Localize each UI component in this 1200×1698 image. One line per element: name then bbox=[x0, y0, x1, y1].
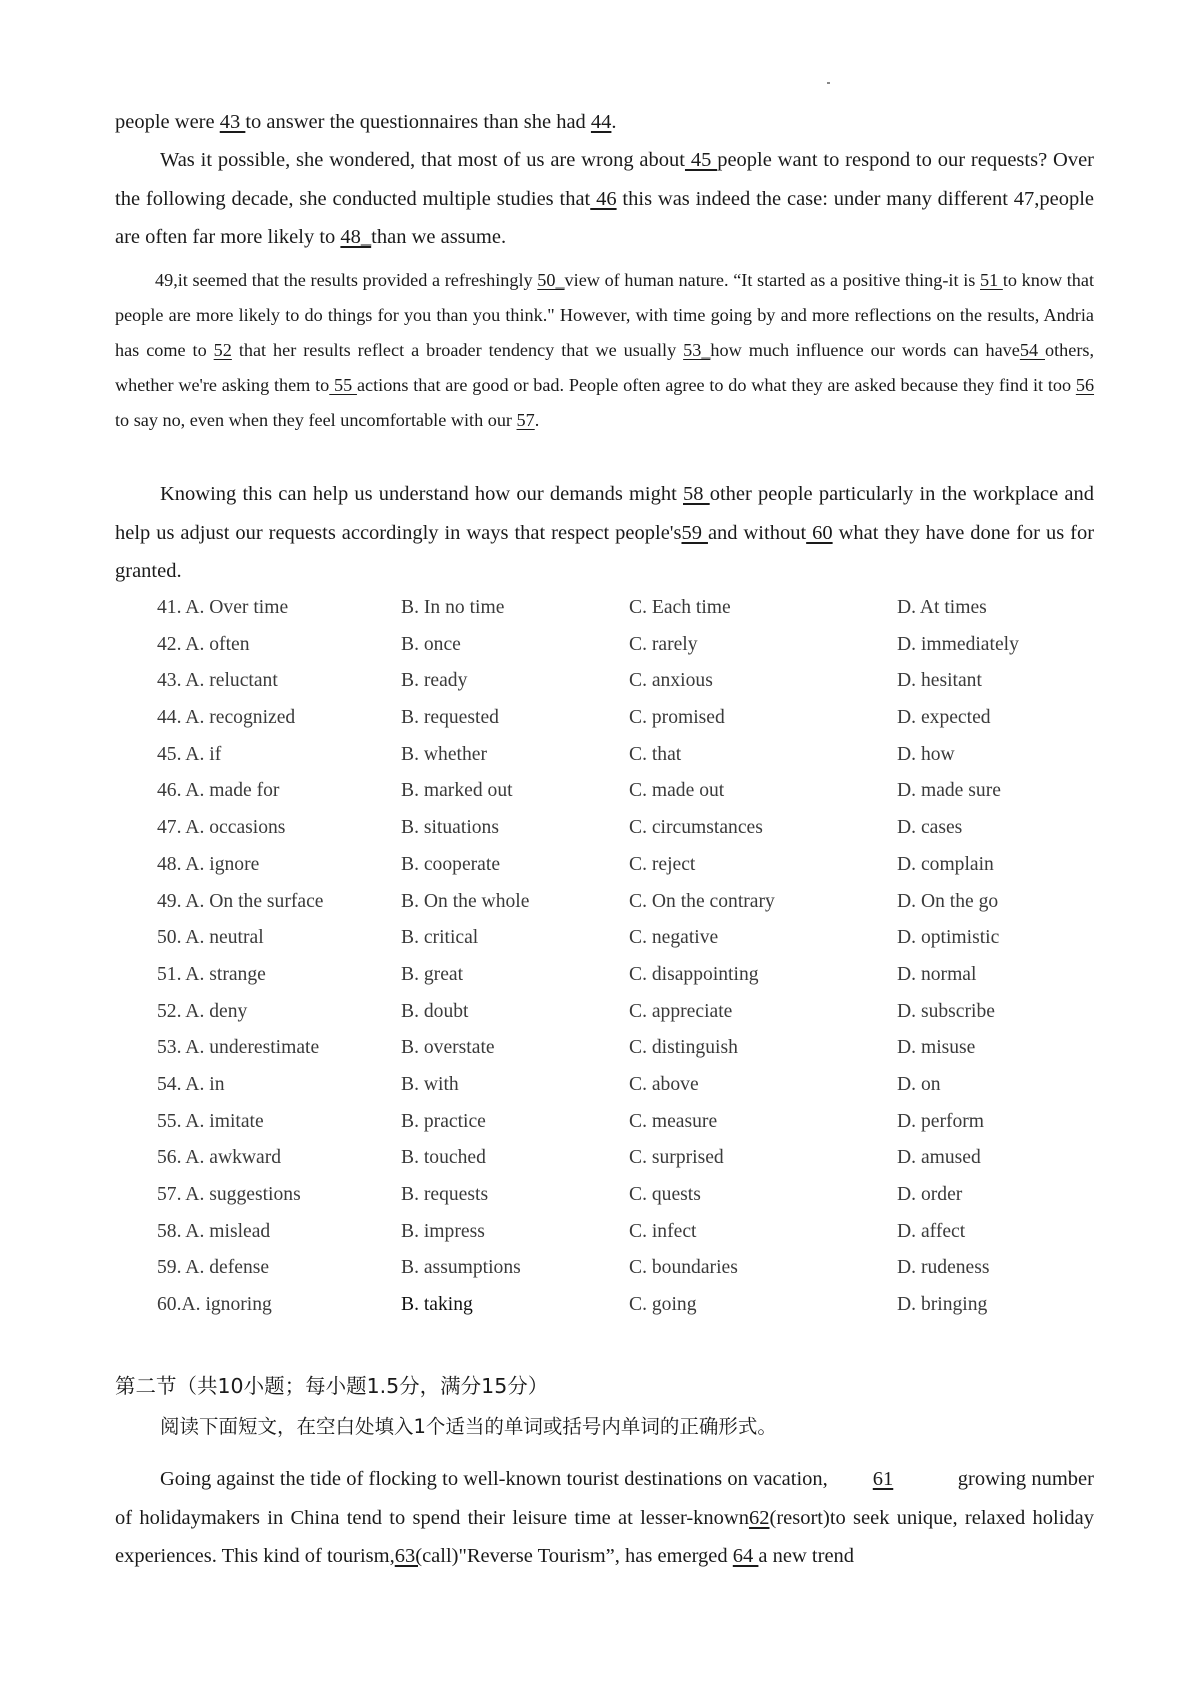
option-d: D. misuse bbox=[897, 1037, 976, 1059]
option-b: B. ready bbox=[401, 670, 468, 692]
option-c: C. promised bbox=[629, 707, 725, 729]
option-c: C. made out bbox=[629, 780, 725, 802]
option-b: B. taking bbox=[401, 1294, 473, 1316]
option-a: 49. A. On the surface bbox=[157, 890, 324, 912]
option-row bbox=[157, 957, 1057, 994]
option-a: 51. A. strange bbox=[157, 963, 266, 985]
passage-paragraph-1: people were 43 to answer the questionnaires than she had 44. bbox=[115, 111, 617, 133]
blank-63: 63( bbox=[394, 1545, 423, 1567]
option-d: D. immediately bbox=[897, 633, 1019, 655]
blank-61: 61 bbox=[872, 1468, 894, 1490]
option-row bbox=[157, 847, 1057, 884]
option-row bbox=[157, 590, 1057, 627]
option-d: D. On the go bbox=[897, 890, 999, 912]
option-row bbox=[157, 1067, 1057, 1104]
option-b: B. once bbox=[401, 633, 461, 655]
option-a: 58. A. mislead bbox=[157, 1220, 271, 1242]
options-table bbox=[157, 590, 1057, 1324]
option-row bbox=[157, 1140, 1057, 1177]
option-b: B. practice bbox=[401, 1110, 486, 1132]
passage-paragraph-4: Knowing this can help us understand how our demands might 58 other people particularly in the workplace and help us adjust our requests accordingly in ways that respect people's59 and without 60 what they have done for us for granted. bbox=[115, 483, 1095, 582]
option-a: 44. A. recognized bbox=[157, 707, 296, 729]
option-a: 55. A. imitate bbox=[157, 1110, 264, 1132]
option-a: 41. A. Over time bbox=[157, 597, 289, 618]
option-row bbox=[157, 737, 1057, 774]
section-instruction: 阅读下面短文，在空白处填入1个适当的单词或括号内单词的正确形式。 bbox=[160, 1415, 777, 1438]
option-c: C. distinguish bbox=[629, 1037, 738, 1059]
section-title: 第二节（共10小题；每小题1.5分，满分15分） bbox=[115, 1374, 549, 1398]
passage-paragraph-3: 49,it seemed that the results provided a refreshingly 50_view of human nature. “It started as a positive thing-it is 51 to know that people are more likely to do things for you than you think." However, with time going by and more reflections on the results, Andria has come to 52 that her results reflect a broader tendency that we usually 53_how much influence our words can have54 others, whether we're asking them to 55 actions that are good or bad. People often agree to do what they are asked because they find it too 56 to say no, even when they feel uncomfortable with our 57. bbox=[115, 270, 1095, 430]
option-row bbox=[157, 663, 1057, 700]
option-d: D. expected bbox=[897, 707, 991, 729]
blank-56: 56 bbox=[1075, 375, 1095, 395]
option-d: D. normal bbox=[897, 963, 977, 985]
passage-paragraph-2: Was it possible, she wondered, that most of us are wrong about 45 people want to respond to our requests? Over the following decade, she conducted multiple studies that 46 this was indeed the case: under many different 47,people are often far more likely to 48_than we assume. bbox=[115, 149, 1094, 248]
option-a: 53. A. underestimate bbox=[157, 1037, 320, 1059]
option-c: C. Each time bbox=[629, 597, 731, 618]
option-b: B. assumptions bbox=[401, 1257, 521, 1279]
option-a: 52. A. deny bbox=[157, 1000, 248, 1022]
option-d: D. optimistic bbox=[897, 927, 1000, 949]
option-c: C. that bbox=[629, 743, 682, 765]
blank-43: 43 bbox=[219, 111, 246, 133]
option-c: C. going bbox=[629, 1294, 697, 1316]
option-d: D. rudeness bbox=[897, 1257, 990, 1279]
option-row bbox=[157, 1030, 1057, 1067]
option-b: B. situations bbox=[401, 817, 499, 839]
option-d: D. complain bbox=[897, 853, 994, 875]
option-b: B. doubt bbox=[401, 1000, 469, 1022]
blank-44: 44 bbox=[590, 111, 612, 133]
blank-45: 45 bbox=[684, 149, 718, 171]
scan-mark bbox=[827, 82, 830, 84]
blank-62: 62 bbox=[749, 1506, 770, 1529]
option-a: 50. A. neutral bbox=[157, 927, 264, 949]
option-b: B. requests bbox=[401, 1184, 489, 1205]
option-row bbox=[157, 920, 1057, 957]
option-row bbox=[157, 1214, 1057, 1251]
option-c: C. quests bbox=[629, 1184, 701, 1205]
option-d: D. cases bbox=[897, 817, 963, 839]
option-d: D. At times bbox=[897, 597, 987, 618]
option-c: C. circumstances bbox=[629, 817, 763, 839]
option-c: C. reject bbox=[629, 853, 696, 875]
option-row bbox=[157, 810, 1057, 847]
option-a: 42. A. often bbox=[157, 633, 250, 655]
blank-57: 57 bbox=[516, 410, 535, 430]
option-a: 46. A. made for bbox=[157, 780, 280, 802]
blank-58: 58 bbox=[683, 483, 710, 505]
blank-60: 60 bbox=[806, 521, 833, 544]
blank-50: 50_ bbox=[537, 270, 565, 290]
option-row bbox=[157, 700, 1057, 737]
option-d: D. amused bbox=[897, 1147, 981, 1169]
option-a: 59. A. defense bbox=[157, 1257, 270, 1279]
option-d: D. how bbox=[897, 743, 955, 765]
option-c: C. measure bbox=[629, 1110, 718, 1132]
option-b: B. great bbox=[401, 963, 464, 985]
option-d: D. made sure bbox=[897, 780, 1001, 802]
option-c: C. disappointing bbox=[629, 963, 759, 985]
blank-46: 46 bbox=[590, 187, 617, 210]
option-b: B. marked out bbox=[401, 780, 513, 802]
option-c: C. boundaries bbox=[629, 1257, 738, 1279]
blank-55: 55 bbox=[329, 375, 357, 395]
option-d: D. on bbox=[897, 1073, 941, 1095]
option-b: B. requested bbox=[401, 707, 499, 729]
option-c: C. infect bbox=[629, 1220, 697, 1242]
option-a: 60.A. ignoring bbox=[157, 1294, 272, 1316]
option-a: 48. A. ignore bbox=[157, 853, 260, 875]
option-b: B. overstate bbox=[401, 1037, 495, 1059]
option-a: 54. A. in bbox=[157, 1073, 225, 1095]
option-row bbox=[157, 1287, 1057, 1324]
option-c: C. above bbox=[629, 1073, 699, 1095]
option-b: B. with bbox=[401, 1073, 459, 1095]
option-row bbox=[157, 773, 1057, 810]
option-d: D. perform bbox=[897, 1110, 985, 1132]
option-row bbox=[157, 1177, 1057, 1214]
option-a: 56. A. awkward bbox=[157, 1147, 282, 1169]
option-row bbox=[157, 1104, 1057, 1141]
option-d: D. affect bbox=[897, 1220, 966, 1242]
option-a: 57. A. suggestions bbox=[157, 1184, 301, 1205]
option-c: C. rarely bbox=[629, 633, 698, 655]
option-row bbox=[157, 1250, 1057, 1287]
blank-54: 54 bbox=[1019, 340, 1045, 360]
option-b: B. critical bbox=[401, 927, 479, 949]
option-row bbox=[157, 884, 1057, 921]
blank-48: 48_ bbox=[340, 226, 372, 248]
blank-64: 64 bbox=[732, 1545, 759, 1567]
option-a: 43. A. reluctant bbox=[157, 670, 278, 692]
option-b: B. touched bbox=[401, 1147, 486, 1169]
option-c: C. surprised bbox=[629, 1147, 724, 1169]
blank-51: 51 bbox=[980, 270, 1003, 290]
section2-paragraph: Going against the tide of flocking to well-known tourist destinations on vacation, 61 growing number of holidaymakers in China tend to spend their leisure time at lesser-known62(resort)to seek unique, relaxed holiday experiences. This kind of tourism,63(call)"Reverse Tourism”, has emerged 64 a new trend bbox=[115, 1460, 1094, 1576]
blank-52: 52 bbox=[213, 340, 232, 360]
blank-53: 53_ bbox=[683, 340, 711, 360]
option-a: 45. A. if bbox=[157, 743, 222, 765]
option-c: C. negative bbox=[629, 927, 719, 949]
blank-59: 59 bbox=[681, 521, 708, 544]
option-b: B. whether bbox=[401, 743, 487, 765]
option-row bbox=[157, 627, 1057, 664]
option-a: 47. A. occasions bbox=[157, 817, 286, 839]
option-b: B. In no time bbox=[401, 597, 505, 618]
option-c: C. anxious bbox=[629, 670, 713, 692]
option-d: D. bringing bbox=[897, 1294, 988, 1316]
option-d: D. hesitant bbox=[897, 670, 982, 692]
option-b: B. On the whole bbox=[401, 890, 530, 912]
option-d: D. subscribe bbox=[897, 1000, 995, 1022]
option-c: C. appreciate bbox=[629, 1000, 733, 1022]
option-c: C. On the contrary bbox=[629, 890, 775, 912]
option-b: B. cooperate bbox=[401, 853, 501, 875]
option-d: D. order bbox=[897, 1184, 963, 1205]
option-row bbox=[157, 994, 1057, 1031]
option-b: B. impress bbox=[401, 1220, 485, 1242]
